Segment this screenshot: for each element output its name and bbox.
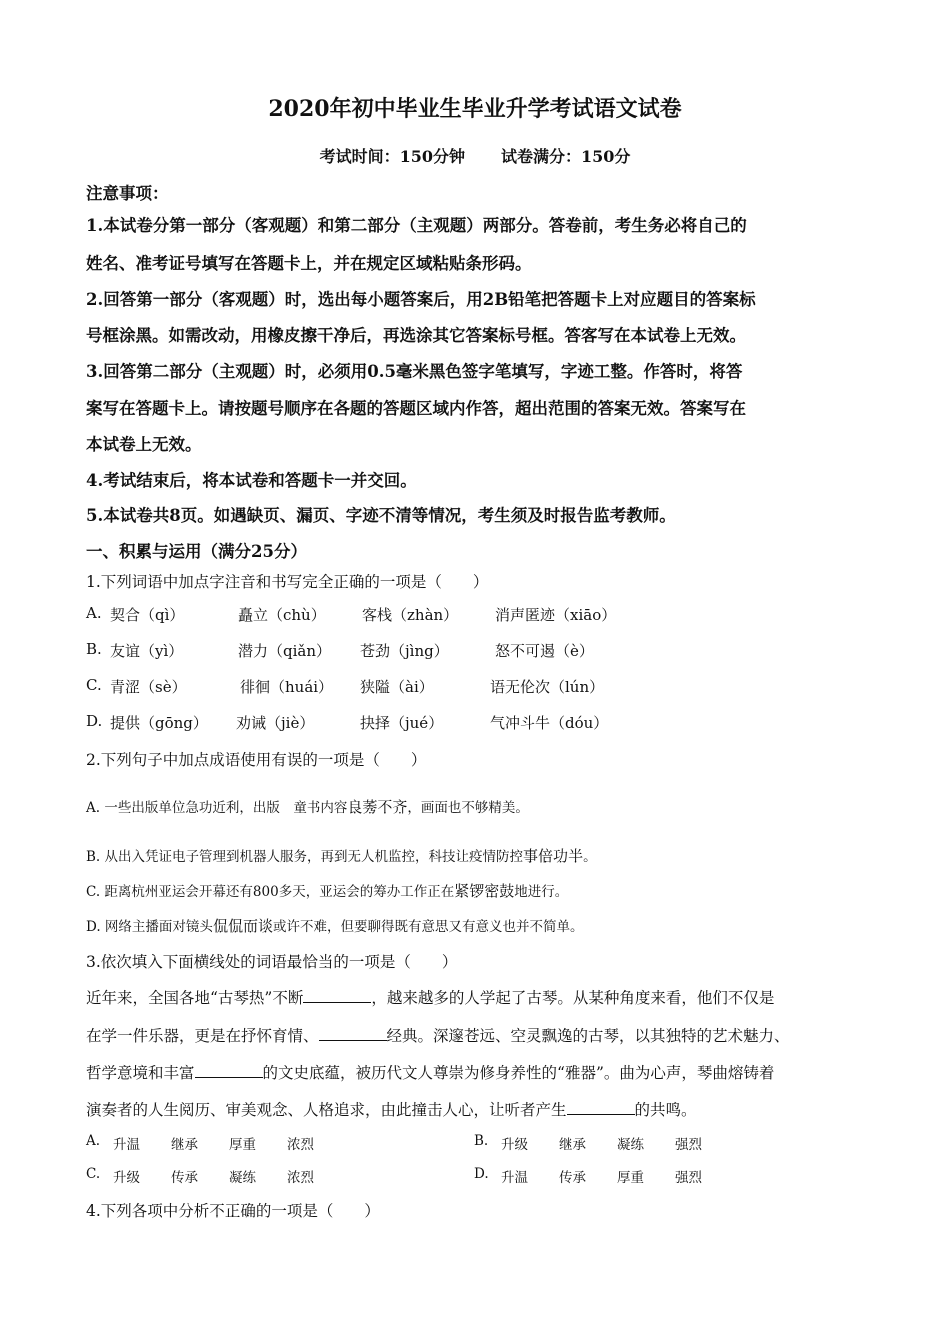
q1-option-item: 狭隘（ài） (360, 678, 434, 696)
q2-option: B. 从出入凭证电子管理到机器人服务，再到无人机监控，科技让疫情防控事倍功半。 (86, 847, 597, 865)
q1-option-item: 抉择（jué） (360, 714, 444, 732)
notice-line: 案写在答题卡上。请按题号顺序在各题的答题区域内作答，超出范围的答案无效。答案写在 (86, 399, 746, 418)
q1-option-label: A. (86, 604, 102, 622)
notice-heading: 注意事项： (86, 184, 169, 203)
q1-option-item: 契合（qì） (110, 606, 185, 624)
q3-paragraph-line: 近年来，全国各地“古琴热”不断 ，越来越多的人学起了古琴。从某种角度来看，他们不仅是 (86, 989, 775, 1007)
q1-option-item: 苍劲（jìng） (360, 642, 449, 660)
emphasis-dots: 完全正确 (302, 573, 365, 591)
q1-option-label: D. (86, 712, 103, 730)
q3-paragraph-line: 演奏者的人生阅历、审美观念、人格追求，由此撞击人心，让听者产生 的共鸣。 (86, 1101, 697, 1119)
q3-option-item: 升温 (113, 1137, 140, 1153)
q1-option-item: 徘徊（huái） (240, 678, 334, 696)
notice-line: 2.回答第一部分（客观题）时，选出每小题答案后，用2B铅笔把答题卡上对应题目的答案标 (86, 290, 756, 309)
q1-option-label: B. (86, 640, 102, 658)
emphasis-dots: 不正确 (209, 1202, 256, 1220)
notice-line: 本试卷上无效。 (86, 435, 202, 454)
q3-option-item: 厚重 (617, 1170, 644, 1186)
q1-option-item: 提供（gōng） (110, 714, 208, 732)
emphasis-dots: 事倍功半 (523, 847, 584, 865)
fill-blank (567, 1102, 635, 1115)
q3-option-item: 继承 (171, 1137, 198, 1153)
q3-stem: 3.依次填入下面横线处的词语最恰当的一项是（ ） (86, 953, 458, 971)
q3-option-item: 凝练 (229, 1170, 256, 1186)
q1-option-item: 矗立（chù） (238, 606, 326, 624)
q3-option-label: A. (86, 1133, 101, 1149)
notice-line: 姓名、准考证号填写在答题卡上，并在规定区域粘贴条形码。 (86, 254, 532, 273)
fill-blank (319, 1028, 387, 1041)
emphasis-dots: 侃侃而谈 (212, 917, 273, 935)
notice-line: 3.回答第二部分（主观题）时，必须用0.5毫米黑色签字笔填写，字迹工整。作答时，将答 (86, 362, 743, 381)
q1-option-item: 劝诫（jiè） (236, 714, 315, 732)
q1-option-item: 气冲斗牛（dóu） (490, 714, 609, 732)
q3-option-label: C. (86, 1166, 101, 1182)
q3-paragraph-line: 在学一件乐器，更是在抒怀育情、 经典。深邃苍远、空灵飘逸的古琴，以其独特的艺术魅力、 (86, 1027, 790, 1045)
q3-option-item: 强烈 (675, 1137, 702, 1153)
q2-option: D. 网络主播面对镜头侃侃而谈或许不难，但要聊得既有意思又有意义也并不简单。 (86, 917, 584, 935)
notice-line: 4.考试结束后，将本试卷和答题卡一并交回。 (86, 471, 417, 490)
q3-option-item: 传承 (171, 1170, 198, 1186)
q4-stem: 4.下列各项中分析不正确的一项是（ ） (86, 1202, 380, 1220)
q3-option-label: D. (474, 1166, 489, 1182)
q1-option-item: 客栈（zhàn） (362, 606, 459, 624)
q3-paragraph-line: 哲学意境和丰富 的文史底蕴，被历代文人尊崇为修身养性的“雅器”。曲为心声，琴曲熔铸着 (86, 1064, 775, 1082)
exam-meta (0, 144, 950, 167)
notice-line: 5.本试卷共8页。如遇缺页、漏页、字迹不清等情况，考生须及时报告监考教师。 (86, 506, 676, 525)
exam-time: 考试时间：150分钟 (319, 147, 465, 166)
q3-option-item: 强烈 (675, 1170, 702, 1186)
q3-option-item: 厚重 (229, 1137, 256, 1153)
q3-option-item: 升级 (113, 1170, 140, 1186)
q3-option-item: 传承 (559, 1170, 586, 1186)
q1-option-item: 消声匿迹（xiāo） (495, 606, 617, 624)
emphasis-dots: 最恰当 (286, 953, 334, 971)
q3-option-label: B. (474, 1133, 489, 1149)
q1-option-item: 友谊（yì） (110, 642, 184, 660)
fill-blank (303, 990, 371, 1003)
q3-option-item: 浓烈 (287, 1170, 314, 1186)
q1-option-item: 语无伦次（lún） (490, 678, 605, 696)
emphasis-dots: 良莠不齐 (347, 798, 408, 816)
q3-option-item: 凝练 (617, 1137, 644, 1153)
exam-title: 2020年初中毕业生毕业升学考试语文试卷 (268, 96, 682, 122)
q1-option-item: 怒不可遏（è） (495, 642, 594, 660)
emphasis-dots: 紧锣密鼓 (454, 882, 515, 900)
q3-option-item: 浓烈 (287, 1137, 314, 1153)
q1-stem: 1.下列词语中加点字注音和书写完全正确的一项是（ ） (86, 573, 489, 591)
q3-option-item: 继承 (559, 1137, 586, 1153)
q1-option-item: 潜力（qiǎn） (238, 642, 332, 660)
exam-score: 试卷满分：150分 (501, 147, 631, 166)
section-heading: 一、积累与运用（满分25分） (86, 542, 307, 561)
q2-option: A. 一些出版单位急功近利，出版 童书内容良莠不齐，画面也不够精美。 (86, 798, 529, 816)
q2-option: C. 距离杭州亚运会开幕还有800多天，亚运会的筹办工作正在紧锣密鼓地进行。 (86, 882, 569, 900)
q3-option-item: 升级 (501, 1137, 528, 1153)
fill-blank (195, 1065, 263, 1078)
q1-option-label: C. (86, 676, 102, 694)
q3-option-item: 升温 (501, 1170, 528, 1186)
notice-line: 号框涂黑。如需改动，用橡皮擦干净后，再选涂其它答案标号框。答客写在本试卷上无效。 (86, 326, 746, 345)
emphasis-dots: 有误 (271, 751, 303, 769)
q1-option-item: 青涩（sè） (110, 678, 187, 696)
notice-line: 1.本试卷分第一部分（客观题）和第二部分（主观题）两部分。答卷前，考生务必将自己的 (86, 216, 747, 235)
q2-stem: 2.下列句子中加点成语使用有误的一项是（ ） (86, 751, 427, 769)
